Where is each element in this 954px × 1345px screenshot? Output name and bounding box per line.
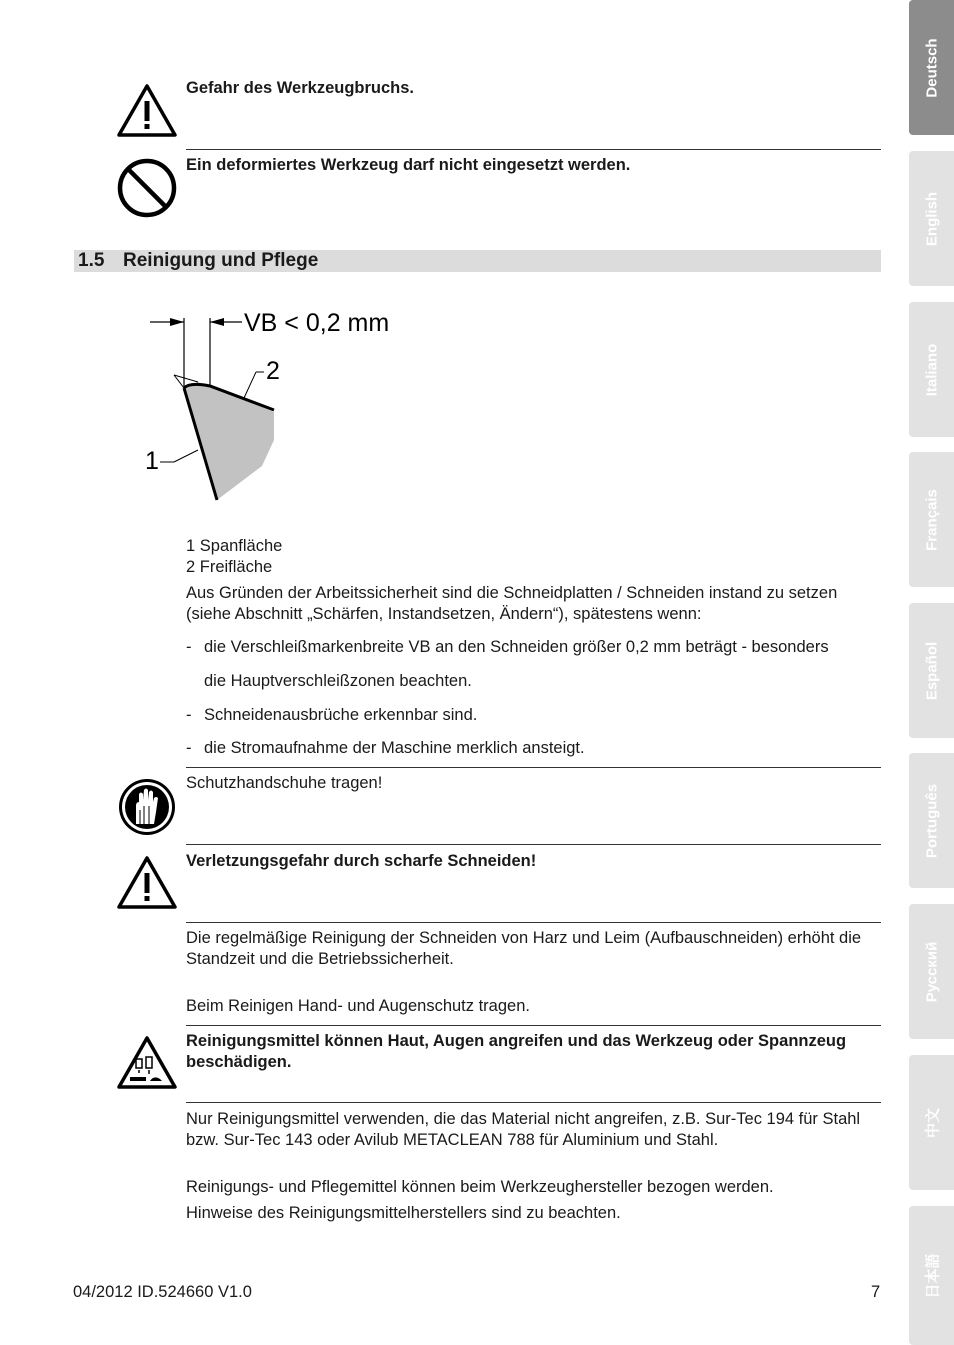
callout-2: 2 bbox=[266, 357, 280, 385]
tab-espanol[interactable] bbox=[909, 603, 954, 738]
divider bbox=[186, 1102, 881, 1103]
bullet-dash: - bbox=[186, 638, 192, 656]
tab-portugues[interactable] bbox=[909, 753, 954, 888]
tab-label: English bbox=[923, 191, 940, 246]
tab-francais[interactable] bbox=[909, 452, 954, 587]
divider bbox=[186, 149, 881, 150]
bullet-dash: - bbox=[186, 739, 192, 757]
corrosive-icon bbox=[116, 1032, 178, 1094]
tab-deutsch[interactable] bbox=[909, 0, 954, 135]
injury-warning: Verletzungsgefahr durch scharfe Schneiden! bbox=[186, 852, 537, 870]
bullet-text-continued: die Hauptverschleißzonen beachten. bbox=[204, 672, 472, 690]
corrosive-warning: Reinigungsmittel können Haut, Augen angreifen und das Werkzeug oder Spannzeug beschädigen. bbox=[186, 1032, 847, 1071]
warning-triangle-icon bbox=[116, 852, 178, 914]
tab-italiano[interactable] bbox=[909, 302, 954, 437]
tab-label: 中文 bbox=[924, 1107, 941, 1138]
legend-item: 2 Freifläche bbox=[186, 558, 273, 576]
tab-russian[interactable] bbox=[909, 904, 954, 1039]
tab-english[interactable] bbox=[909, 151, 954, 286]
bullet-text: die Verschleißmarkenbreite VB an den Schneiden größer 0,2 mm beträgt - besonders bbox=[204, 638, 829, 656]
divider bbox=[186, 844, 881, 845]
legend-item: 1 Spanfläche bbox=[186, 537, 283, 555]
divider bbox=[186, 922, 881, 923]
manufacturer-note: Hinweise des Reinigungsmittelherstellers sind zu beachten. bbox=[186, 1204, 621, 1222]
wear-mark-diagram bbox=[140, 300, 410, 510]
warning-tool-breakage: Gefahr des Werkzeugbruchs. bbox=[186, 79, 415, 97]
prohibition-icon bbox=[116, 157, 178, 219]
eye-protection-note: Beim Reinigen Hand- und Augenschutz tragen. bbox=[186, 997, 530, 1015]
footer-doc-id: 04/2012 ID.524660 V1.0 bbox=[73, 1283, 252, 1301]
bullet-text: die Stromaufnahme der Maschine merklich ansteigt. bbox=[204, 739, 585, 757]
tab-label: 日本語 bbox=[924, 1252, 941, 1299]
tab-label: Português bbox=[923, 783, 940, 858]
warning-deformed-tool: Ein deformiertes Werkzeug darf nicht eingesetzt werden. bbox=[186, 156, 631, 174]
supplier-note: Reinigungs- und Pflegemittel können beim Werkzeughersteller bezogen werden. bbox=[186, 1178, 774, 1196]
section-title: Reinigung und Pflege bbox=[123, 250, 319, 271]
bullet-text: Schneidenausbrüche erkennbar sind. bbox=[204, 706, 478, 724]
cleaner-advice-paragraph: Nur Reinigungsmittel verwenden, die das Material nicht angreifen, z.B. Sur-Tec 194 für Stahl bzw. Sur-Tec 143 oder Avilub METACLEAN 788 für Aluminium und Stahl. bbox=[186, 1110, 861, 1149]
intro-paragraph: Aus Gründen der Arbeitssicherheit sind die Schneidplatten / Schneiden instand zu setzen (siehe Abschnitt „Schärfen, Instandsetzen, Ändern“), spätestens wenn: bbox=[186, 584, 838, 623]
callout-1: 1 bbox=[145, 447, 159, 475]
tab-label: Español bbox=[923, 641, 940, 700]
tab-label: Русский bbox=[923, 941, 940, 1002]
tab-label: Français bbox=[923, 488, 940, 551]
tool-tip-shape bbox=[184, 382, 274, 500]
tab-label: Italiano bbox=[923, 343, 940, 396]
tab-chinese[interactable] bbox=[909, 1055, 954, 1190]
page-number: 7 bbox=[871, 1283, 881, 1301]
dimension-label: VB < 0,2 mm bbox=[244, 309, 390, 337]
divider bbox=[186, 767, 881, 768]
tab-label: Deutsch bbox=[923, 37, 940, 98]
divider bbox=[186, 1025, 881, 1026]
gloves-icon bbox=[116, 776, 178, 838]
warning-triangle-icon bbox=[116, 80, 178, 142]
tab-japanese[interactable] bbox=[909, 1206, 954, 1345]
gloves-instruction: Schutzhandschuhe tragen! bbox=[186, 774, 383, 792]
cleaning-benefit-paragraph: Die regelmäßige Reinigung der Schneiden von Harz und Leim (Aufbauschneiden) erhöht die Standzeit und die Betriebssicherheit. bbox=[186, 929, 862, 968]
section-number: 1.5 bbox=[78, 250, 105, 271]
section-heading bbox=[74, 250, 881, 272]
bullet-dash: - bbox=[186, 706, 192, 724]
